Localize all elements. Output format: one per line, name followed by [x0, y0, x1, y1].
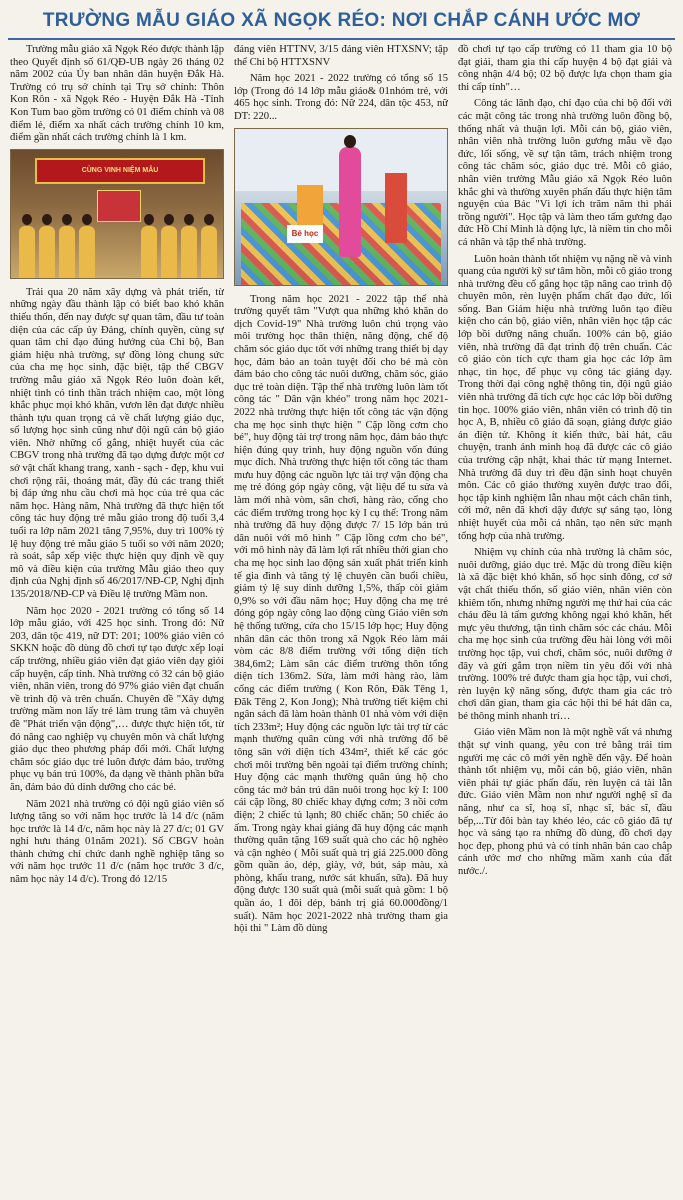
paragraph: Trường mẫu giáo xã Ngọk Réo được thành lập theo Quyết định số 61/QĐ-UB ngày 26 tháng 02 năm 2002 của Ủy ban nhân dân huyện Đắk Hà. Trường có trụ sở chính tại Trụ sở chính: Thôn Kon Rôn - xã Ngọk Réo - Huyện Đắk Hà -Tỉnh Kon Tum bao gồm trường có 01 điểm chính và 08 điểm lẻ, điểm xa nhất cách trường chính 10 km, điểm gần nhất cách trường chính là 1 km.: [10, 44, 224, 144]
paragraph: Trải qua 20 năm xây dựng và phát triển, từ những ngày đầu thành lập có biết bao khó khăn thiếu thốn, đến nay được sự quan tâm, đầu tư toàn diện của các cấp ủy Đảng, chính quyền, cùng sự quan tâm chỉ đạo đúng hướng của Chi bộ, Ban giám hiệu nhà trường, sự đồng lòng chung sức của cha mẹ học sinh, đặc biệt, tập thể CBGV trường mẫu giáo xã Ngọk Réo luôn đoàn kết, nhiệt tình có tinh thần trách nhiệm cao, một lòng khắc phục mọi khó khăn, vươn lên đạt được nhiều thành tựu quan trọng cả về chất lượng giáo dục, số lượng học sinh cũng như đội ngũ cán bộ giáo viên. Nhờ những cố gắng, nhiệt huyết của các CBGV trong nhà trường đã tạo dựng được một cơ sở vật chất khang trang, xanh - sạch - đẹp, khu vui chơi rộng rãi, thoáng mát, đầy đủ các trang thiết bị đáp ứng nhu cầu chơi mà học của trẻ qua các năm học. Hàng năm, Nhà trường đã thực hiện tốt công tác huy động trẻ mẫu giáo trong độ tuổi 3,4 tuổi ra lớp năm 2021 tăng 7,95%, duy trì 100% tỷ lệ huy động trẻ mẫu giáo 5 tuổi so với năm 2020; rà soát, sắp xếp việc thực hiện quy định về quy mô và điều kiện của trường Mẫu giáo theo quy định của Nghị định số 46/2017/NĐ-CP, Nghị định 135/2018/NĐ-CP và Điều lệ trường Mầm non.: [10, 286, 224, 600]
column-1: [10, 44, 224, 1194]
column-3: [458, 44, 672, 1194]
display-sign: Bé học: [287, 225, 323, 243]
person-figure: [19, 214, 35, 278]
paragraph: Năm học 2021 - 2022 trường có tổng số 15 lớp (Trong đó 14 lớp mẫu giáo& 01nhóm trẻ, với 465 học sinh. Trong đó: Nữ 224, dân tộc 453, nữ DT: 220...: [234, 73, 448, 122]
teacher-figure: [339, 147, 361, 257]
header-band: [8, 4, 675, 40]
toy-tower: [385, 173, 407, 243]
person-figure: [181, 214, 197, 278]
paragraph: Trong năm học 2021 - 2022 tập thể nhà trường quyết tâm "Vượt qua những khó khăn do dịch Covid-19" Nhà trường luôn chú trọng vào môi trường học thân thiện, năng động, chế độ chăm sóc giáo dục tốt với những trang thiết bị dạy học, đảm bảo an toàn tuyệt đối cho bé mà còn đảm bảo cho công tác nuôi dưỡng, chăm sóc, giáo dục trẻ toàn diện. Tập thể nhà trường luôn làm tốt công tác " Dân vận khéo" trong năm học 2021-2022 nhà trường thực hiện tốt công tác vận động cha mẹ học sinh thực hiện " Cặp lồng cơm cho bé", huy động tài trợ trong năm học, đảm bảo thực hiện đúng quy trình, huy động nguồn vốn đúng mục đích. Nhà trường thực hiện tốt công tác tham mưu huy động các nguồn lực tài trợ vận động cha mẹ trẻ đóng góp ngày công, vật liệu để tu sửa và làm mới nhà vòm, sân chơi, hàng rào, cổng cho các điểm trường trong học kỳ I cụ thể: Trong năm nhà trường đã huy động được 7/ 15 lớp bán trú dân nuôi với mô hình " Cặp lồng cơm cho bé", với mô hình này đã làm lợi rất nhiều thời gian cho cha mẹ học sinh lao động sản xuất phát triển kinh tế gia đình và tăng tỷ lệ chuyên cần buổi chiều, giảm tỷ lệ suy dinh dưỡng 1,5%, thấp còi giảm 0,9% so với đầu năm học; Huy động cha mẹ trẻ đóng góp ngày công lao động cùng Giáo viên sơn hệ thống tường, cửa cho 15/15 lớp học; Huy động nhân dân các thôn trong xã Ngọk Réo làm mái vòm các 8/8 điểm trường với tổng diện tích 384,6m2; Làm sân các điểm trường thôn tổng diện tích 136m2. Sửa, làm mới hàng rào, làm cổng các điểm trường ( Kon Rôn, Đăk Tēng 1, Đăk Tēng 2, Kon Jong); Nhà trường tiết kiệm chi ngân sách đã làm hoàn thành 01 nhà vòm với diện tích 233m²; Huy động các nguồn lực tài trợ từ các mạnh thường quân cùng với nhà trường đổ bê tông sân với diện tích 434m², thiết kế các góc chơi môi trường bên ngoài tại điểm trường chính; Huy động các mạnh thường quân ủng hộ cho công tác mở bán trú dân nuôi trong học kỳ I: 100 cái cặp lồng, 80 chiếc khay đựng cơm; 3 nồi cơm điện; 2 chiếc tủ lạnh; 80 chiếc chăn; 50 chiếc áo ấm. Trong ngày khai giảng đã huy động các mạnh thường quân tặng 169 suất quà cho các hộ nghèo và cận nghèo ( Mỗi suất quà trị giá 225.000 đồng gồm quần áo, dép, giày, vở, bút, sáp màu, xà phòng, khẩu trang, nước sát khuẩn, sữa). Đã huy động được 130 suất quà (mỗi suất quà gồm: 1 bộ quần áo, 1 đôi dép, bánh trị giá 60.000đồng/1 suất). Năm học 2021-2022 nhà trường tham gia hội thi " Làm đồ dùng: [234, 293, 448, 935]
column-2: [234, 44, 448, 1194]
article-title: TRƯỜNG MẪU GIÁO XÃ NGỌK RÉO: NƠI CHẮP CÁNH ƯỚC MƠ: [42, 10, 641, 31]
staff-group-photo: [10, 149, 224, 279]
person-figure: [59, 214, 75, 278]
paragraph: Luôn hoàn thành tốt nhiệm vụ nặng nề và vinh quang của người kỹ sư tâm hồn, mỗi cô giáo trong nhà trường đều cố gắng học tập nâng cao trình độ chuyên môn, rèn luyện phẩm chất đạo đức, lối sống. Ban Giám hiệu nhà trường luôn tạo điều kiện cho cán bộ, giáo viên, nhân viên học tập các lớp bồi dưỡng nâng chuẩn. 100% cán bộ, giáo viên, nhà trường đã đạt trình độ trên chuẩn. Các cô giáo còn tích cực tham gia học các lớp âm nhạc, tin học, để phục vụ công tác giảng dạy. Trong thời đại công nghệ thông tin, đội ngũ giáo viên nhà trường đã tích cực học các lớp bồi dưỡng tin học. 100% giáo viên, nhân viên có trình độ tin học A, B, nhiều cô giáo đã soạn, giảng được giáo án điện tử. Không ít kiến thức, bài hát, câu chuyện, tranh ảnh minh hoạ đã được các cô giáo của trường cập nhật, khai thác từ mạng Internet. Nhà trường đã duy trì đều đặn sinh hoạt chuyên môn. Các cô giáo thường xuyên được trao đổi, học tập kinh nghiệm lẫn nhau một cách chân tình, cởi mở, nên đã khơi dậy được sự sáng tạo, lòng nhiệt huyết của mỗi cá nhân, tạo nên sức mạnh tổng hợp của nhà trường.: [458, 253, 672, 542]
paragraph: Năm 2021 nhà trường có đội ngũ giáo viên số lượng tăng so với năm học trước là 14 đ/c (năm học trước là 14 đ/c, năm học này là 27 đ/c; 01 GV nghỉ hưu tháng 01năm 2021). Số CBGV hoàn thành chứng chỉ chức danh nghề nghiệp tăng so với năm học trước 11 đ/c (năm học trước 3 đ/c, năm học này 14 đ/c). Trong đó 12/15: [10, 798, 224, 886]
paragraph: Giáo viên Mầm non là một nghề vất vả nhưng thật sự vinh quang, yêu con trẻ bằng trái tim người mẹ các cô mới yên nghề đến vậy. Để hoàn thành tốt nhiệm vụ, mỗi cán bộ, giáo viên, nhân viên phải tự giác phấn đấu, rèn luyện cả tài lẫn đức. Giáo viên Mầm non như người nghệ sĩ đa năng, như ca sĩ, hoạ sĩ, nhạc sĩ, bác sĩ, đầu bếp,...Từ đôi bàn tay khéo léo, các cô giáo đã tự học và sáng tạo ra những đồ dùng, đồ chơi dạy học đẹp, phong phú và có tính nhân bản cao chắp cánh ước mơ cho những mầm xanh của đất nước./.: [458, 727, 672, 877]
paragraph: Công tác lãnh đạo, chỉ đạo của chi bộ đối với các mặt công tác trong nhà trường luôn đồng bộ, thống nhất và thuận lợi. Mỗi cán bộ, giáo viên, nhân viên nhà trường luôn gương mẫu về đạo đức, lối sống, về sự tận tâm, trách nhiệm trong công tác chăm sóc, giáo dục trẻ. Mỗi cô giáo, nhân viên trường Mẫu giáo xã Ngọk Réo luôn khắc ghi và thường xuyên phấn đấu thực hiện tâm nguyện của Bác "Vì lợi ích trăm năm thì phải trồng người". Học tập và làm theo tấm gương đạo đức Hồ Chí Minh là động lực, là niềm tin cho mỗi cá nhân và tập thể nhà trường.: [458, 98, 672, 248]
photo-board: [97, 190, 141, 222]
person-figure: [141, 214, 157, 278]
paragraph: Nhiệm vụ chính của nhà trường là chăm sóc, nuôi dưỡng, giáo dục trẻ. Mặc dù trong điều kiện là xã đặc biệt khó khăn, số học sinh đông, cơ sở vật chất thiếu thốn, số giáo viên, nhân viên còn khiêm tốn, nhưng những người mẹ thứ hai của các cháu đều là tấm gương không ngại khó khăn, hết mực yêu thương, tận tình chăm sóc các cháu. Mỗi cha mẹ học sinh của trường đều hài lòng với môi trường học tập, vui chơi, chăm sóc, nuôi dưỡng ở đây và gửi gắm trọn niềm tin yêu đối với nhà trường. 100% trẻ được tham gia học tập, vui chơi, rèn luyện kỹ năng sống, được tham gia các trò chơi dân gian, tham gia các hội thi bé hát dân ca, bé thông minh nhanh trí…: [458, 547, 672, 722]
person-figure: [79, 214, 95, 278]
photo-banner: CÙNG VINH NIỆM MẪU: [35, 158, 205, 184]
person-figure: [201, 214, 217, 278]
paragraph: đồ chơi tự tạo cấp trường có 11 tham gia 10 bộ đạt giải, tham gia thi cấp huyện 4 bộ đạt giải và công nhận 4/4 bộ; 02 bộ được lựa chọn tham gia thi cấp tỉnh"…: [458, 44, 672, 93]
paragraph: đảng viên HTTNV, 3/15 đảng viên HTXSNV; tập thể Chi bộ HTTXSNV: [234, 44, 448, 68]
classroom-photo: [234, 128, 448, 286]
person-figure: [161, 214, 177, 278]
paragraph: Năm học 2020 - 2021 trường có tổng số 14 lớp mẫu giáo, với 425 học sinh. Trong đó: Nữ 203, dân tộc 419, nữ DT: 201; 100% giáo viên có SKKN hoặc đồ dùng đồ chơi tự tạo được xếp loại cấp trường, nhiều giáo viên đạt giáo viên dạy giỏi cấp huyện, cấp tỉnh. Nhà trường có 32 cán bộ giáo viên, nhân viên, trong đó 97% giáo viên đạt chuẩn về trình độ và trên chuẩn. Chuyên đề "Xây dựng trường mầm non lấy trẻ làm trung tâm và chuyên đề "Phát triển vận động",… được thực hiện tốt, từ đó nâng cao nghiệp vụ chuyên môn và chất lượng giáo dục theo phương pháp đổi mới. Chất lượng chăm sóc giáo dục trẻ luôn được đảm bảo, trường phục vụ bán trú 100%, đa dạng về thành phần bữa ăn, đảm bảo đủ dinh dưỡng cho các bé.: [10, 605, 224, 793]
person-figure: [39, 214, 55, 278]
